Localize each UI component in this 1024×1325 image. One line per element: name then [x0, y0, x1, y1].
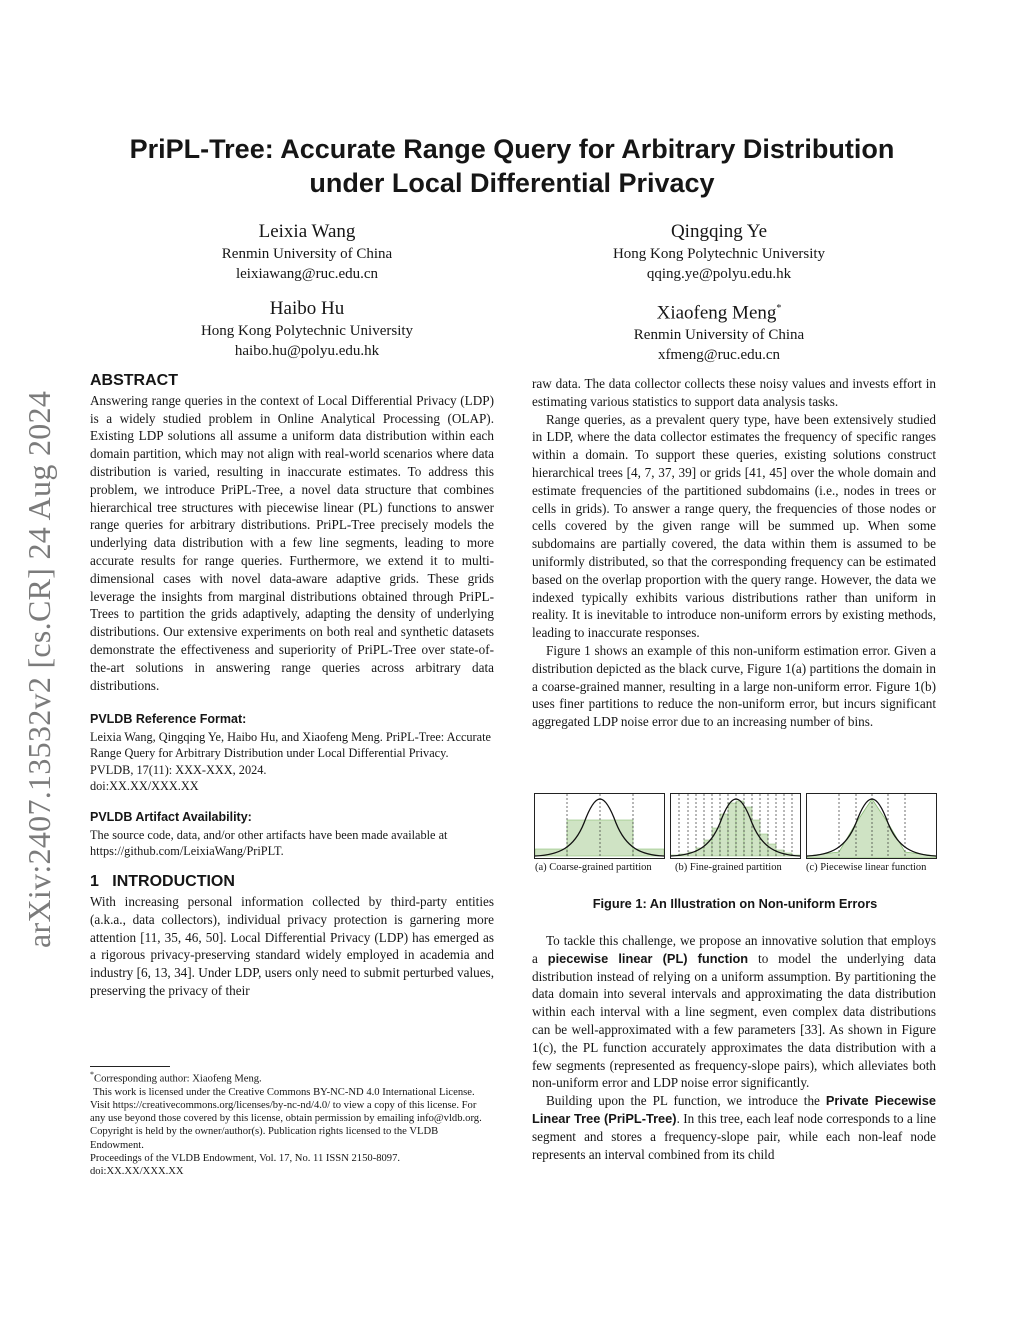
author-email[interactable]: xfmeng@ruc.edu.cn — [657, 347, 781, 364]
artifact-text: The source code, data, and/or other artifacts have been made available at https://github.com/LeixiaWang/PriPLT. — [90, 827, 448, 858]
author-email[interactable]: qqing.ye@polyu.edu.hk — [646, 266, 792, 282]
author-affiliation: Hong Kong Polytechnic University — [200, 323, 414, 339]
author-email[interactable]: leixiawang@ruc.edu.cn — [235, 266, 379, 282]
author-email[interactable]: haibo.hu@polyu.edu.hk — [234, 343, 380, 359]
figure-caption: Figure 1: An Illustration on Non-uniform Errors — [592, 896, 878, 911]
abstract-heading: ABSTRACT — [90, 372, 178, 389]
p4-text-a: To tackle this challenge, we propose an innovative solution that employs a — [532, 933, 936, 966]
author-name: Haibo Hu — [269, 298, 345, 319]
abstract-text: Answering range queries in the context of Local Differential Privacy (LDP) is a widely studied problem in Online Analytical Processing (OLAP). Existing LDP solutions all assume a uniform data distribution within each domain partition, which may not align with real-world scenarios where data distribution is varied, resulting in inaccurate estimates. To address this problem, we introduce PriPL-Tree, a novel data structure that combines hierarchical tree structures with piecewise linear (PL) functions to answer range queries for arbitrary distributions. PriPL-Tree precisely models the underlying data distribution with a few line segments, leading to more accurate results for range queries. Furthermore, we extend it to multi-dimensional cases with novel data-aware adaptive grids. These grids leverage the insights from marginal distributions obtained through PriPL-Trees to partition the grids adaptively, adapting the density of underlying distributions. Our extensive experiments on both real and synthetic datasets demonstrate the effectiveness and superiority of PriPL-Tree over state-of-the-art solutions in answering range queries across arbitrary data distributions. — [90, 392, 494, 693]
author-name: Qingqing Ye — [670, 221, 768, 242]
figure-subcaption-c: (c) Piecewise linear function — [806, 862, 927, 873]
right-column-bottom — [532, 932, 936, 1163]
right-paragraph-1: raw data. The data collector collects these noisy values and invests effort in estimating various statistics to support data analysis tasks. — [532, 376, 936, 409]
title-line-2: under Local Differential Privacy — [309, 168, 715, 198]
author-block — [127, 220, 487, 284]
figure-subcaption-b: (b) Fine-grained partition — [675, 862, 782, 873]
footnote-corresponding-text: Corresponding author: Xiaofeng Meng. — [94, 1073, 262, 1085]
author-block — [539, 297, 899, 365]
artifact-heading: PVLDB Artifact Availability: — [90, 809, 252, 824]
reference-format-heading: PVLDB Reference Format: — [90, 712, 247, 727]
author-block — [127, 297, 487, 361]
footnote-corresponding: *Corresponding author: Xiaofeng Meng. — [90, 1070, 262, 1085]
author-name: Leixia Wang — [258, 221, 356, 242]
left-column — [90, 372, 494, 1000]
author-affiliation: Renmin University of China — [221, 246, 393, 262]
author-block — [539, 220, 899, 284]
intro-heading — [90, 873, 494, 891]
footnote-rule — [90, 1066, 170, 1067]
right-paragraph-5 — [532, 1092, 936, 1163]
right-paragraph-3: Figure 1 shows an example of this non-uniform estimation error. Given a distribution depicted as the black curve, Figure 1(a) partitions the domain in a coarse-grained manner, resulting in a large non-uniform error. Figure 1(b) uses finer partitions to reduce the non-uniform error, but incurs significant aggregated LDP noise error due to an increasing number of bins. — [532, 642, 936, 730]
intro-title: INTRODUCTION — [112, 873, 235, 891]
title-line-1: PriPL-Tree: Accurate Range Query for Arbitrary Distribution — [129, 134, 895, 164]
pl-approximation — [807, 799, 936, 858]
footnote-license: This work is licensed under the Creative Commons BY-NC-ND 4.0 International License. Visit https://creativecommons.org/licenses/by-nc-nd/4.0/ to view a copy of this license. For any use beyond those covered by this license, obtain permission by emailing info@vldb.org. Copyright is held by the owner/author(s). Publication rights licensed to the VLDB Endowment. — [90, 1086, 482, 1151]
arxiv-stamp: arXiv:2407.13532v2 [cs.CR] 24 Aug 2024 — [21, 390, 57, 948]
author-affiliation: Renmin University of China — [633, 327, 805, 344]
figure-subcaption-a: (a) Coarse-grained partition — [535, 862, 652, 873]
intro-paragraph: With increasing personal information collected by third-party entities (a.k.a., data collectors), individual privacy protection is garnering more attention [11, 35, 46, 50]. Local Differential Privacy (LDP) has emerged as a rigorous privacy-preserving standard widely employed in academia and industry [6, 13, 34]. Under LDP, users only need to submit perturbed values, preserving the privacy of their — [90, 893, 494, 998]
reference-doi: doi:XX.XX/XXX.XX — [90, 778, 199, 793]
reference-format-text: Leixia Wang, Qingqing Ye, Haibo Hu, and Xiaofeng Meng. PriPL-Tree: Accurate Range Query for Arbitrary Distribution under Local Differential Privacy. PVLDB, 17(11): XXX-XXX, 2024. — [90, 730, 491, 777]
footnote-doi: doi:XX.XX/XXX.XX — [90, 1165, 184, 1177]
author-name-text: Xiaofeng Meng — [656, 302, 777, 324]
p4-bold-term: piecewise linear (PL) function — [547, 950, 749, 966]
figure-panel-c — [806, 793, 937, 859]
figure-panel-b — [670, 793, 801, 859]
author-name — [539, 297, 899, 325]
footnotes — [90, 1068, 494, 1178]
p5-bold-term: Private Piecewise Linear Tree (PriPL-Tree) — [532, 1093, 936, 1126]
corresponding-mark: * — [776, 303, 782, 314]
author-affiliation: Hong Kong Polytechnic University — [612, 246, 826, 262]
right-column-top — [532, 375, 936, 731]
p5-text-a: Building upon the PL function, we introduce the — [546, 1093, 826, 1109]
p5-text-b: . In this tree, each leaf node corresponds to a line segment and stores a frequency-slope pair, while each non-leaf node represents an interval combined from its child — [532, 1110, 936, 1162]
figure-panel-a — [534, 793, 665, 859]
paper-title — [90, 132, 934, 200]
intro-number: 1 — [90, 873, 99, 891]
right-paragraph-4 — [532, 932, 936, 1092]
footnote-proceedings: Proceedings of the VLDB Endowment, Vol. 17, No. 11 ISSN 2150-8097. — [90, 1152, 401, 1164]
right-paragraph-2: Range queries, as a prevalent query type, have been extensively studied in LDP, where the data collector estimates the frequency of specific ranges within a domain. To support these queries, existing solutions construct hierarchical trees [4, 7, 37, 39] or grids [41, 45] over the whole domain and estimate frequencies of the partitioned subdomains (i.e., nodes in trees or cells in grids). To answer a range query, the frequencies of those nodes or cells covered by the given range will be summed up. When some subdomains are partially covered, the data within them is assumed to be uniformly distributed, so that the corresponding frequency can be estimated based on the overlap proportion with the query range. However, the data we indexed typically exhibits various distributions rather than uniform in reality. It is inevitable to introduce non-uniform errors by existing methods, leading to inaccurate responses. — [532, 411, 936, 641]
p4-text-b: to model the underlying data distribution instead of relying on a uniform assumption. By partitioning the data domain into several intervals and approximating the data distribution within each interval with a line segment, even complex data distributions can be well-approximated with a few parameters [33]. As shown in Figure 1(c), the PL function accurately approximates the data distribution with a few segments (represented as frequency-slope pairs), which alleviates both non-uniform error and LDP noise error significantly. — [532, 950, 936, 1091]
